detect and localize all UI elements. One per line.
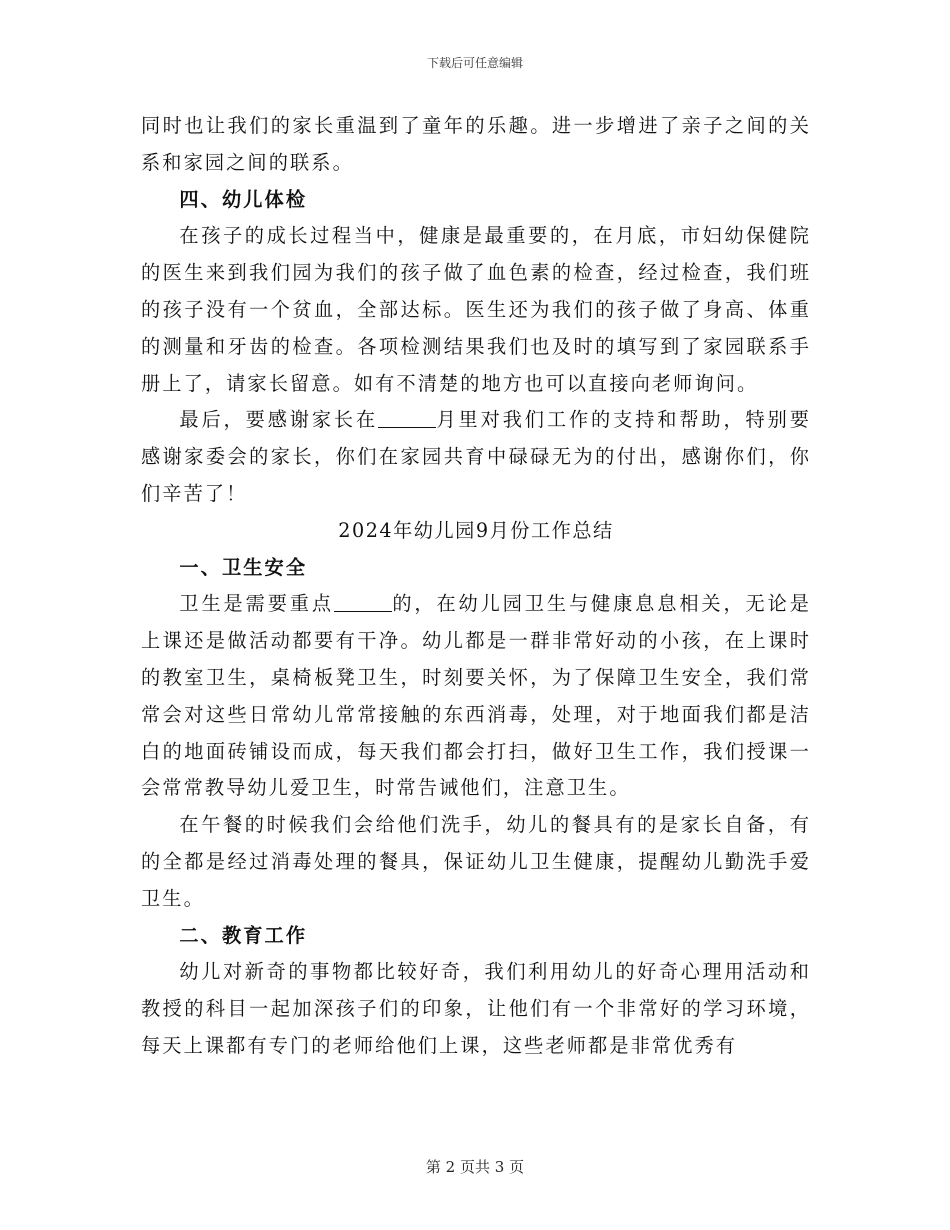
section-heading-hygiene: 一、卫生安全 xyxy=(179,555,308,579)
document-title: 2024年幼儿园9月份工作总结 xyxy=(338,518,614,542)
hygiene-text-end: 的，在幼儿园卫生与健康息息相关，无论是上课还是做活动都要有干净。幼儿都是一群非常好动的小孩，在上课时的教室卫生，桌椅板凳卫生，时刻要关怀，为了保障卫生安全，我们常常会对这些日常幼儿常常接触的东西消毒，处理，对于地面我们都是洁白的地面砖铺设而成，每天我们都会打扫，做好卫生工作，我们授课一会常常教导幼儿爱卫生，时常告诫他们，注意卫生。 xyxy=(141,592,811,800)
document-body xyxy=(141,108,811,1065)
fill-blank xyxy=(334,592,392,612)
section-heading-education: 二、教育工作 xyxy=(179,923,308,947)
paragraph-thanks xyxy=(141,402,811,512)
paragraph-lunch: 在午餐的时候我们会给他们洗手，幼儿的餐具有的是家长自备，有的全都是经过消毒处理的餐具，保证幼儿卫生健康，提醒幼儿勤洗手爱卫生。 xyxy=(141,813,811,910)
paragraph-education: 幼儿对新奇的事物都比较好奇，我们利用幼儿的好奇心理用活动和教授的科目一起加深孩子们的印象，让他们有一个非常好的学习环境，每天上课都有专门的老师给他们上课，这些老师都是非常优秀有 xyxy=(141,960,811,1057)
continued-paragraph: 同时也让我们的家长重温到了童年的乐趣。进一步增进了亲子之间的关系和家园之间的联系。 xyxy=(141,114,811,174)
paragraph-hygiene xyxy=(141,586,811,807)
fill-blank xyxy=(378,408,436,428)
section-heading-health-check: 四、幼儿体检 xyxy=(179,187,308,211)
thanks-text-start: 最后，要感谢家长在 xyxy=(179,408,379,432)
page-header: 下载后可任意编辑 xyxy=(426,56,523,70)
hygiene-text-start: 卫生是需要重点 xyxy=(179,592,334,616)
paragraph-health-check: 在孩子的成长过程当中，健康是最重要的，在月底，市妇幼保健院的医生来到我们园为我们的孩子做了血色素的检查，经过检查，我们班的孩子没有一个贫血，全部达标。医生还为我们的孩子做了身高、体重的测量和牙齿的检查。各项检测结果我们也及时的填写到了家园联系手册上了，请家长留意。如有不清楚的地方也可以直接向老师询问。 xyxy=(141,224,811,395)
page-footer: 第 2 页共 3 页 xyxy=(425,1158,525,1176)
thanks-text-end: 月里对我们工作的支持和帮助，特别要感谢家委会的家长，你们在家园共育中碌碌无为的付出，感谢你们，你们辛苦了！ xyxy=(141,408,811,505)
